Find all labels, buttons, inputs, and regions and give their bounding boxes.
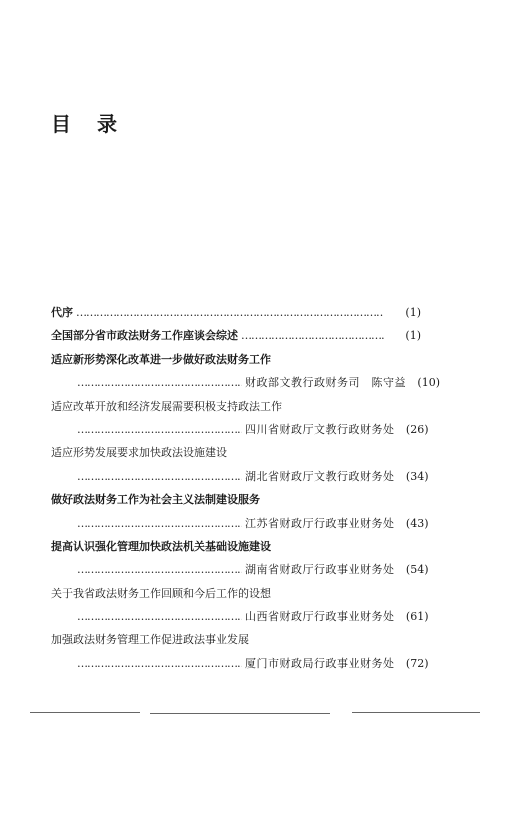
toc-entry[interactable] (51, 441, 421, 464)
toc-entry-author: 江苏省财政厅行政事业财务处 (245, 516, 395, 530)
toc-entry-author-line (51, 558, 429, 581)
toc-page-number: (10) (417, 376, 440, 390)
toc-leader-dots (76, 301, 384, 324)
toc-entry-author: 财政部文教行政财务司 陈守益 (245, 376, 406, 390)
toc-entry-author: 湖南省财政厅行政事业财务处 (245, 563, 395, 577)
toc-page-number: (1) (405, 329, 421, 343)
toc-entry-author-line (51, 512, 429, 535)
scan-edge-line (150, 713, 330, 714)
toc-entry-author: 四川省财政厅文教行政财务处 (245, 422, 395, 436)
toc-leader-dots (77, 371, 242, 394)
contents-heading-char-2: 录 (97, 112, 117, 136)
toc-leader-dots (77, 605, 242, 628)
toc-entry-title: 适应形势发展要求加快政法设施建设 (51, 446, 227, 460)
toc-entry-author-line (51, 418, 429, 441)
contents-heading-char-1: 目 (51, 112, 71, 136)
toc-entry-author-line (51, 605, 429, 628)
toc-entry[interactable] (51, 488, 421, 511)
toc-entry-title: 代序 (51, 306, 73, 319)
toc-entry[interactable] (51, 301, 421, 324)
toc-page-number: (61) (405, 610, 429, 624)
toc-page-number: (43) (405, 516, 429, 530)
toc-page-number: (72) (405, 656, 429, 670)
scan-edge-line (30, 712, 140, 713)
toc-entry-author: 厦门市财政局行政事业财务处 (245, 656, 395, 670)
toc-page-number: (34) (405, 469, 429, 483)
table-of-contents (51, 301, 440, 675)
toc-entry[interactable] (51, 628, 421, 651)
toc-entry-author: 山西省财政厅行政事业财务处 (245, 610, 395, 624)
toc-leader-dots (77, 512, 242, 535)
toc-page-number: (1) (405, 306, 421, 319)
toc-entry-title: 加强政法财务管理工作促进政法事业发展 (51, 633, 249, 647)
toc-entry[interactable] (51, 535, 421, 558)
toc-leader-dots (77, 465, 242, 488)
toc-leader-dots (77, 558, 242, 581)
toc-entry[interactable] (51, 324, 421, 347)
toc-leader-dots (241, 324, 384, 347)
scan-edge-line (352, 712, 480, 713)
toc-entry-author: 湖北省财政厅文教行政财务处 (245, 469, 395, 483)
toc-entry-title: 做好政法财务工作为社会主义法制建设服务 (51, 493, 260, 507)
toc-entry-author-line (51, 465, 429, 488)
toc-entry-author-line (51, 652, 429, 675)
toc-page-number: (54) (405, 563, 429, 577)
contents-heading (51, 108, 117, 137)
toc-leader-dots (77, 418, 242, 441)
toc-entry-title: 提高认识强化管理加快政法机关基础设施建设 (51, 539, 271, 553)
toc-entry-title: 适应新形势深化改革进一步做好政法财务工作 (51, 352, 271, 366)
toc-entry[interactable] (51, 348, 421, 371)
toc-leader-dots (77, 652, 242, 675)
toc-entry-title: 全国部分省市政法财务工作座谈会综述 (51, 329, 238, 343)
toc-entry-title: 适应改革开放和经济发展需要积极支持政法工作 (51, 399, 282, 413)
toc-entry[interactable] (51, 582, 421, 605)
toc-entry-author-line (51, 371, 440, 394)
toc-entry[interactable] (51, 395, 421, 418)
toc-page-number: (26) (405, 422, 429, 436)
toc-entry-title: 关于我省政法财务工作回顾和今后工作的设想 (51, 586, 271, 600)
